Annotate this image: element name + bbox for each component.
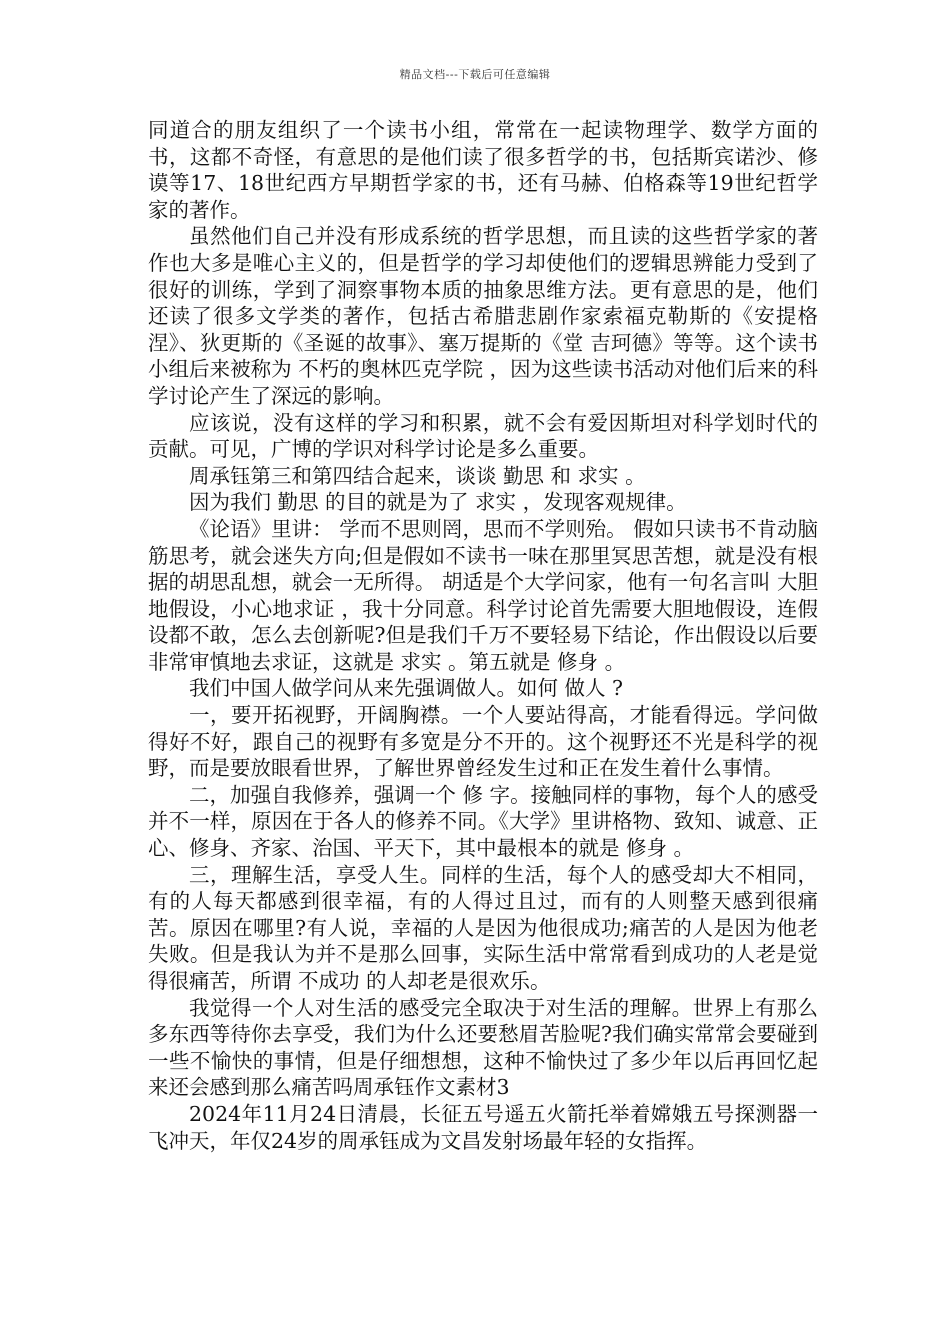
paragraph: 因为我们 勤思 的目的就是为了 求实 ，发现客观规律。 bbox=[189, 490, 687, 515]
document-body bbox=[148, 117, 818, 1154]
paragraph: 虽然他们自己并没有形成系统的哲学思想，而且读的这些哲学家的著作也大多是唯心主义的，但是哲学的学习却使他们的逻辑思辨能力受到了很好的训练，学到了洞察事物本质的抽象思维方法。更有意思的是，他们还读了很多文学类的著作，包括古希腊悲剧作家索福克勒斯的《安提格涅》、狄更斯的《圣诞的故事》、塞万提斯的《堂 吉珂德》等等。这个读书小组后来被称为 不朽的奥林匹克学院 ，因为这些读书活动对他们后来的科学讨论产生了深远的影响。 bbox=[148, 224, 818, 408]
paragraph: 我觉得一个人对生活的感受完全取决于对生活的理解。世界上有那么多东西等待你去享受，我们为什么还要愁眉苦脸呢?我们确实常常会要碰到一些不愉快的事情，但是仔细想想，这种不愉快过了多少年以后再回忆起来还会感到那么痛苦吗周承钰作文素材3 bbox=[148, 995, 818, 1100]
page-header: 精品文档---下载后可任意编辑 bbox=[399, 68, 551, 81]
paragraph: 应该说，没有这样的学习和积累，就不会有爱因斯坦对科学划时代的贡献。可见，广博的学识对科学讨论是多么重要。 bbox=[148, 410, 818, 462]
paragraph: 我们中国人做学问从来先强调做人。如何 做人 ? bbox=[189, 676, 624, 701]
paragraph: 二，加强自我修养，强调一个 修 字。接触同样的事物，每个人的感受并不一样，原因在于各人的修养不同。《大学》里讲格物、致知、诚意、正心、修身、齐家、治国、平天下，其中最根本的就是 修身 。 bbox=[148, 782, 818, 861]
paragraph: 2024年11月24日清晨，长征五号遥五火箭托举着嫦娥五号探测器一飞冲天，年仅24岁的周承钰成为文昌发射场最年轻的女指挥。 bbox=[148, 1101, 818, 1153]
paragraph: 周承钰第三和第四结合起来，谈谈 勤思 和 求实 。 bbox=[189, 463, 646, 488]
paragraph: 同道合的朋友组织了一个读书小组，常常在一起读物理学、数学方面的书，这都不奇怪，有意思的是他们读了很多哲学的书，包括斯宾诺沙、修谟等17、18世纪西方早期哲学家的书，还有马赫、伯格森等19世纪哲学家的著作。 bbox=[148, 118, 818, 222]
paragraph: 《论语》里讲： 学而不思则罔，思而不学则殆。 假如只读书不肯动脑筋思考，就会迷失方向;但是假如不读书一味在那里冥思苦想，就是没有根据的胡思乱想，就会一无所得。 胡适是个大学问家，他有一句名言叫 大胆地假设，小心地求证 ，我十分同意。科学讨论首先需要大胆地假设，连假设都不敢，怎么去创新呢?但是我们千万不要轻易下结论，作出假设以后要非常审慎地去求证，这就是 求实 。第五就是 修身 。 bbox=[148, 516, 818, 674]
paragraph: 三，理解生活，享受人生。同样的生活，每个人的感受却大不相同，有的人每天都感到很幸福，有的人得过且过，而有的人则整天感到很痛苦。原因在哪里?有人说，幸福的人是因为他很成功;痛苦的人是因为他老失败。但是我认为并不是那么回事，实际生活中常常看到成功的人老是觉得很痛苦，所谓 不成功 的人却老是很欢乐。 bbox=[148, 862, 818, 993]
paragraph: 一，要开拓视野，开阔胸襟。一个人要站得高，才能看得远。学问做得好不好，跟自己的视野有多宽是分不开的。这个视野还不光是科学的视野，而是要放眼看世界，了解世界曾经发生过和正在发生着什么事情。 bbox=[148, 703, 818, 781]
